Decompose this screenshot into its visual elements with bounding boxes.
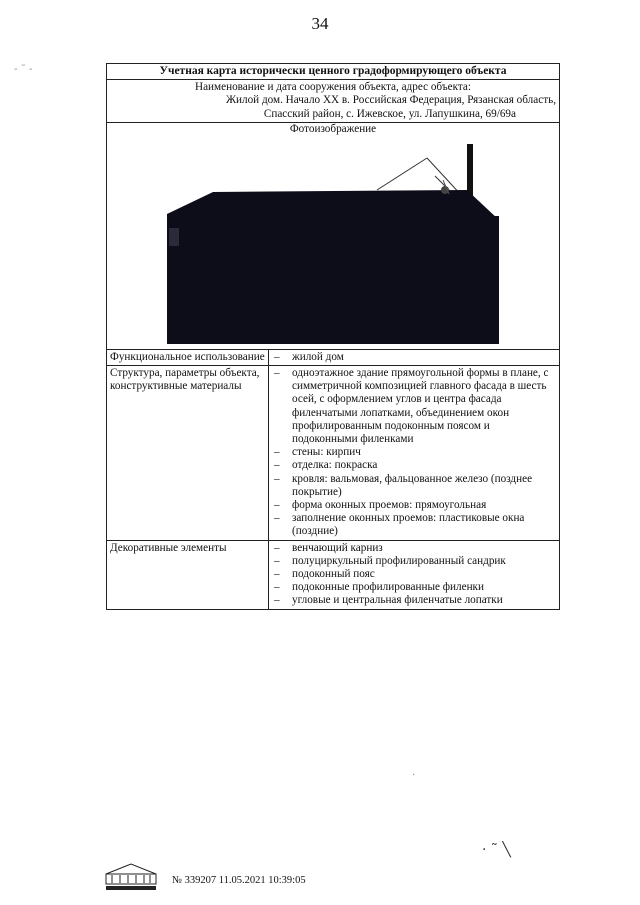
list-item: – отделка: покраска xyxy=(272,459,556,472)
list-item: – полуциркульный профилированный сандрик xyxy=(272,555,556,568)
list-item: – угловые и центральная филенчатые лопатки xyxy=(272,594,556,607)
row-label-structure: Структура, параметры объекта, конструктивные материалы xyxy=(107,366,269,541)
list-item: – венчающий карниз xyxy=(272,542,556,555)
list-item: – подоконный пояс xyxy=(272,568,556,581)
scan-artifact: · xyxy=(412,770,416,781)
list-item: – заполнение оконных проемов: пластиковые окна (поздние) xyxy=(272,512,556,538)
footer xyxy=(100,862,500,892)
scan-artifact: · ˜ ╲ xyxy=(482,842,511,858)
list-item: – стены: кирпич xyxy=(272,446,556,459)
row-label-function: Функциональное использование xyxy=(107,349,269,365)
object-name-line-1: Жилой дом. Начало XX в. Российская Федерация, Рязанская область, xyxy=(225,94,556,107)
photo-caption: Фотоизображение xyxy=(289,122,377,135)
card-title: Учетная карта исторически ценного градоформирующего объекта xyxy=(107,64,560,80)
record-card-table xyxy=(106,63,560,610)
photo-cell xyxy=(107,122,560,349)
row-values-decor xyxy=(269,540,560,609)
object-name-label: Наименование и дата сооружения объекта, адрес объекта: xyxy=(195,81,471,94)
building-photo xyxy=(167,138,499,344)
object-name-line-2: Спасский район, с. Ижевское, ул. Лапушкина, 69/69а xyxy=(263,107,516,120)
list-item: – жилой дом xyxy=(272,351,556,364)
row-values-function xyxy=(269,349,560,365)
row-values-structure xyxy=(269,366,560,541)
list-item: – форма оконных проемов: прямоугольная xyxy=(272,499,556,512)
page-number: 34 xyxy=(311,14,329,33)
list-item: – кровля: вальмовая, фальцованное железо (позднее покрытие) xyxy=(272,473,556,499)
object-name-cell xyxy=(107,80,560,123)
government-logo-icon xyxy=(100,862,162,892)
list-item: – одноэтажное здание прямоугольной формы в плане, с симметричной композицией главного фасада в шесть осей, с оформлением углов и центра фасада филенчатыми лопатками, объединением окон профилированным подоконным поясом и подоконными филенками xyxy=(272,367,556,446)
list-item: – подоконные профилированные филенки xyxy=(272,581,556,594)
row-label-decor: Декоративные элементы xyxy=(107,540,269,609)
scan-artifact: - ˜ - xyxy=(14,64,33,75)
document-reference: № 339207 11.05.2021 10:39:05 xyxy=(172,875,306,886)
